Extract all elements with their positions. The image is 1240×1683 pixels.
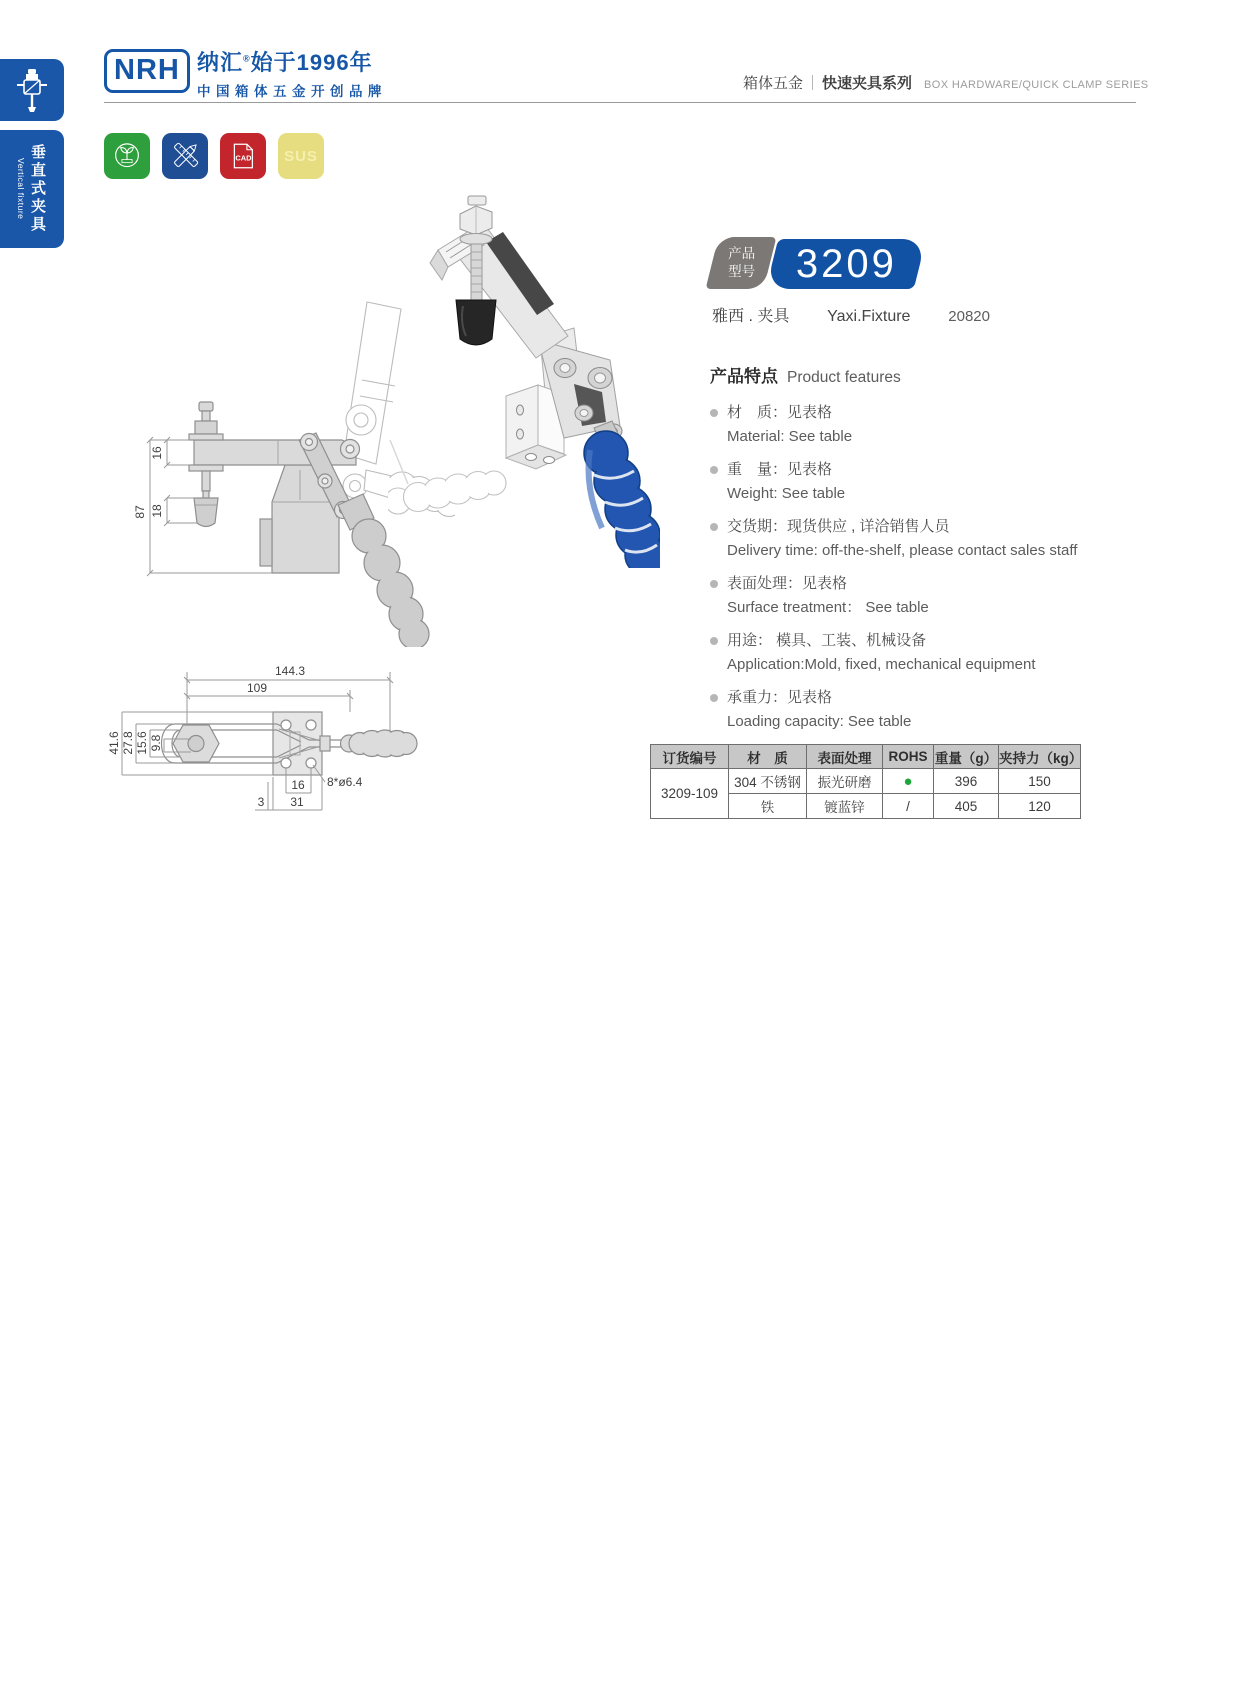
bullet-icon	[710, 523, 718, 531]
category-name-en: Vertical fixture	[16, 158, 26, 220]
dim-total-height: 87	[133, 505, 147, 519]
series-title-en: BOX HARDWARE/QUICK CLAMP SERIES	[924, 79, 1149, 91]
rohs-pass-dot: ●	[903, 772, 913, 790]
features-title-cn: 产品特点	[710, 367, 778, 386]
brand-title: 纳汇®始于1996年	[197, 50, 373, 75]
series-title-cn: 箱体五金 ｜ 快速夹具系列	[743, 75, 913, 92]
dim-tip-span: 18	[150, 504, 164, 518]
page-code: 20820	[948, 308, 990, 325]
dim-width-slot: 9.8	[149, 734, 163, 752]
bullet-icon	[710, 580, 718, 588]
sidebar-category-label	[0, 130, 64, 248]
col-order-code: 订货编号	[651, 745, 729, 769]
sus-steel-icon	[278, 133, 324, 179]
spec-table	[650, 744, 1081, 819]
registered-mark: ®	[243, 53, 251, 64]
bullet-icon	[710, 637, 718, 645]
features-title-en: Product features	[787, 369, 901, 386]
dim-width-inner: 15.6	[135, 731, 149, 755]
sus-label: SUS	[284, 147, 318, 165]
cad-file-icon	[220, 133, 266, 179]
dim-plate-width: 31	[290, 795, 304, 809]
order-code-cell: 3209-109	[651, 769, 729, 819]
cad-label: CAD	[235, 153, 252, 163]
col-surface: 表面处理	[807, 745, 883, 769]
feature-item-weight: 重 量：见表格 Weight: See table	[710, 459, 1140, 505]
model-number: 3209	[795, 241, 897, 286]
dim-hole-pitch: 16	[291, 778, 305, 792]
dim-edge-offset: 3	[257, 795, 265, 809]
spec-table-header-row	[651, 745, 1081, 769]
top-view-drawing	[105, 612, 425, 812]
feature-item-capacity: 承重力：见表格 Loading capacity: See table	[710, 687, 1140, 733]
grip-top-view	[341, 730, 418, 757]
design-tools-icon	[162, 133, 208, 179]
col-material: 材 质	[729, 745, 807, 769]
sidebar-category-icon-block	[0, 59, 64, 121]
feature-item-material: 材 质：见表格 Material: See table	[710, 402, 1140, 448]
dim-upper-span: 16	[150, 446, 164, 460]
hole-callout: 8*ø6.4	[327, 775, 363, 789]
col-rohs: ROHS	[883, 745, 934, 769]
product-name-en: Yaxi.Fixture	[827, 308, 911, 325]
clamp-arm-photo	[430, 224, 568, 358]
header-divider	[104, 102, 1136, 103]
rubber-tip	[194, 498, 218, 527]
col-clamp-force: 夹持力（kg）	[999, 745, 1081, 769]
model-number-badge	[766, 239, 926, 289]
clamp-arm	[194, 440, 356, 465]
series-header	[743, 72, 1149, 93]
product-photo	[388, 188, 660, 568]
bullet-icon	[710, 694, 718, 702]
bullet-icon	[710, 409, 718, 417]
dim-width-outer: 27.8	[121, 731, 135, 755]
product-features	[710, 362, 1140, 733]
feature-item-delivery: 交货期：现货供应 , 详洽销售人员 Delivery time: off-the-shelf, please contact sales staff	[710, 516, 1140, 562]
dim-body-length: 109	[246, 681, 268, 695]
brand-subtitle: 中国箱体五金开创品牌	[197, 84, 387, 99]
category-name-cn: 垂直式夹具	[29, 144, 46, 234]
rohs-eco-icon	[104, 133, 150, 179]
table-row: 3209-109 304 不锈钢 振光研磨 ● 396 150	[651, 769, 1081, 794]
feature-item-application: 用途： 模具、工装、机械设备 Application:Mold, fixed, mechanical equipment	[710, 630, 1140, 676]
bullet-icon	[710, 466, 718, 474]
dim-width-total: 41.6	[107, 731, 121, 755]
vertical-clamp-icon	[12, 67, 52, 113]
feature-item-surface: 表面处理：见表格 Surface treatment： See table	[710, 573, 1140, 619]
dim-overall-length: 144.3	[274, 664, 306, 678]
ghost-grip-outline	[388, 440, 506, 514]
nrh-logo: NRH	[104, 49, 190, 93]
col-weight: 重量（g）	[934, 745, 999, 769]
product-name-line	[712, 303, 990, 326]
model-label-badge: 产品 型号	[706, 237, 777, 289]
brand-block	[197, 46, 387, 100]
cert-icon-row	[104, 133, 324, 179]
product-name-cn: 雅西 . 夹具	[712, 308, 790, 325]
table-row: 铁 镀蓝锌 / 405 120	[651, 794, 1081, 819]
blue-grip-handle	[584, 421, 660, 568]
